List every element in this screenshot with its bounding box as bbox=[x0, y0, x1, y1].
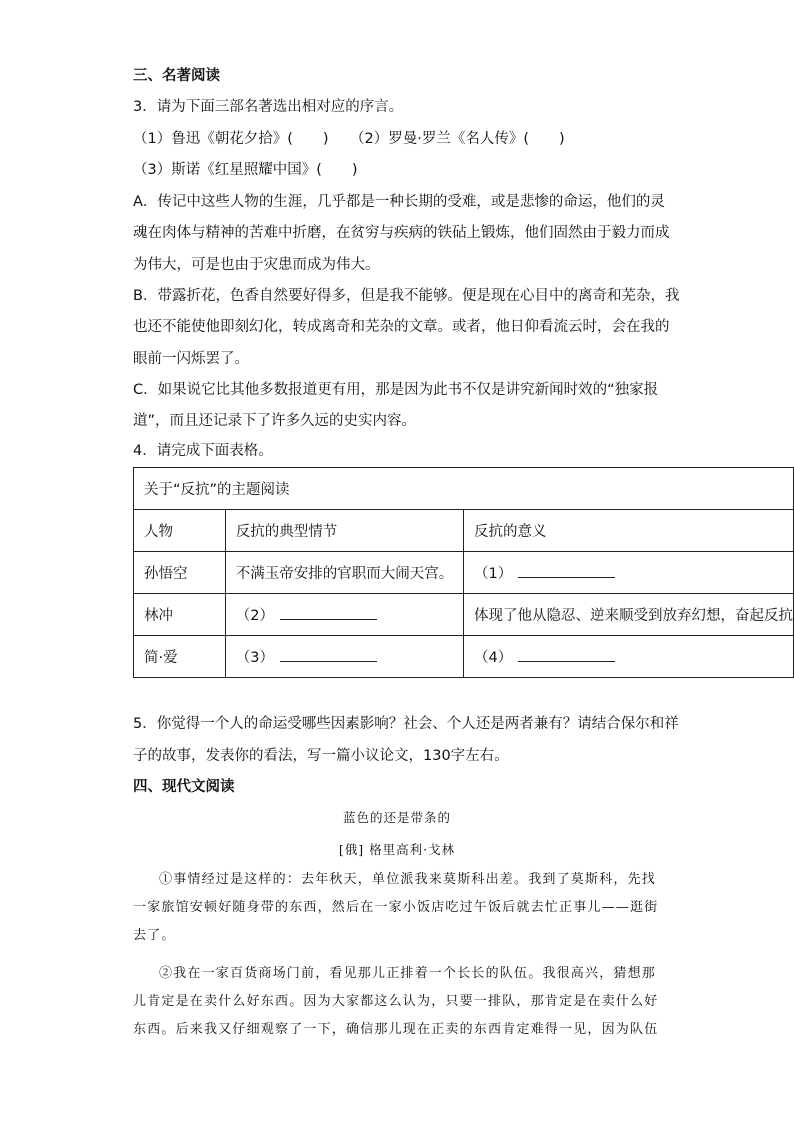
plot-cell: 不满玉帝安排的官职而大闹天宫。 bbox=[225, 552, 463, 594]
story-paragraph-1: ①事情经过是这样的：去年秋天，单位派我来莫斯科出差。我到了莫斯科，先找一家旅馆安顿好随身带的东西，然后在一家小饭店吃过午饭后就去忙正事儿——逛街去了。 bbox=[133, 872, 659, 943]
option-c-line2: 道”，而且还记录下了许多久远的史实内容。 bbox=[133, 413, 417, 429]
story-title: 蓝色的还是带条的 bbox=[342, 810, 451, 825]
q3-item1 bbox=[133, 129, 329, 149]
option-c-line1: C．如果说它比其他多数报道更有用，那是因为此书不仅是讲究新闻时效的“独家报 bbox=[133, 382, 659, 398]
table-row bbox=[134, 552, 794, 594]
blank-label: （4） bbox=[473, 650, 513, 666]
q3-prompt: 3．请为下面三部名著选出相对应的序言。 bbox=[133, 99, 404, 115]
q3-item3-text: （3）斯诺《红星照耀中国》( bbox=[133, 162, 322, 178]
header-meaning: 反抗的意义 bbox=[463, 510, 793, 552]
plot-cell bbox=[225, 594, 463, 636]
theme-table bbox=[133, 467, 794, 678]
option-b-line3: 眼前一闪烁罢了。 bbox=[133, 351, 249, 367]
q3-item3-close: ) bbox=[351, 162, 358, 178]
header-plot: 反抗的典型情节 bbox=[225, 510, 463, 552]
q4-prompt: 4．请完成下面表格。 bbox=[133, 443, 273, 459]
q3-item1-close: ) bbox=[322, 131, 329, 147]
person-cell: 林冲 bbox=[134, 594, 226, 636]
table-row bbox=[134, 594, 794, 636]
plot-cell bbox=[225, 636, 463, 678]
q5-line1: 5．你觉得一个人的命运受哪些因素影响？社会、个人还是两者兼有？请结合保尔和祥 bbox=[133, 716, 679, 732]
story-paragraph-2: ②我在一家百货商场门前，看见那儿正排着一个长长的队伍。我很高兴，猜想那儿肯定是在卖什么好东西。因为大家都这么认为，只要一排队，那肯定是在卖什么好东西。后来我又仔细观察了一下，确信那儿现在正卖的东西肯定难得一见，因为队伍 bbox=[133, 966, 659, 1037]
meaning-cell bbox=[463, 552, 793, 594]
meaning-cell bbox=[463, 636, 793, 678]
blank-label: （3） bbox=[235, 650, 274, 666]
option-b-line2: 也还不能使他即刻幻化，转成离奇和芜杂的文章。或者，他日仰看流云时，会在我的 bbox=[133, 319, 670, 335]
section3-heading: 三、名著阅读 bbox=[133, 68, 220, 84]
q5-line2: 子的故事，发表你的看法，写一篇小议论文，130字左右。 bbox=[133, 748, 509, 764]
blank-label: （2） bbox=[235, 608, 274, 624]
person-cell: 简·爱 bbox=[134, 636, 226, 678]
answer-blank[interactable] bbox=[518, 647, 615, 662]
table-header-row bbox=[134, 510, 794, 552]
option-b-line1: B．带露折花，色香自然要好得多，但是我不能够。便是现在心目中的离奇和芜杂，我 bbox=[133, 288, 680, 304]
q3-item2-close: ) bbox=[559, 131, 565, 147]
header-person: 人物 bbox=[134, 510, 226, 552]
q3-item1-text: （1）鲁迅《朝花夕拾》( bbox=[133, 131, 293, 147]
table-row bbox=[134, 636, 794, 678]
option-a-line2: 魂在肉体与精神的苦难中折磨，在贫穷与疾病的铁砧上锻炼，他们固然由于毅力而成 bbox=[133, 225, 670, 241]
table-title-row bbox=[134, 468, 794, 510]
blank-label: （1） bbox=[473, 566, 513, 582]
option-a-line1: A．传记中这些人物的生涯，几乎都是一种长期的受难，或是悲惨的命运，他们的灵 bbox=[133, 194, 665, 210]
section4-heading: 四、现代文阅读 bbox=[133, 779, 235, 795]
person-cell: 孙悟空 bbox=[134, 552, 226, 594]
q3-item3 bbox=[133, 160, 358, 180]
table-title: 关于“反抗”的主题阅读 bbox=[134, 468, 794, 510]
answer-blank[interactable] bbox=[280, 605, 377, 620]
answer-blank[interactable] bbox=[518, 563, 615, 578]
q3-item2-text: （2）罗曼·罗兰《名人传》( bbox=[350, 131, 529, 147]
option-a-line3: 为伟大，可是也由于灾患而成为伟大。 bbox=[133, 257, 380, 273]
meaning-cell: 体现了他从隐忍、逆来顺受到放弃幻想，奋起反抗 bbox=[463, 594, 793, 636]
story-author: [俄] 格里高利·戈林 bbox=[338, 842, 456, 857]
answer-blank[interactable] bbox=[280, 647, 377, 662]
q3-item2 bbox=[350, 129, 565, 149]
